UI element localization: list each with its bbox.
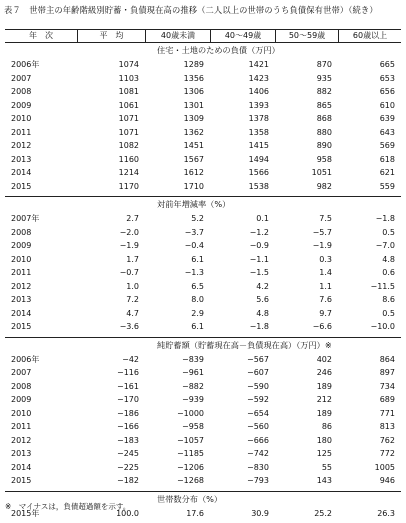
table-cell: −186: [117, 408, 139, 418]
table-row: [5, 226, 401, 240]
header-60-plus: 60歳以上: [338, 30, 401, 42]
table-cell: 868: [316, 114, 332, 123]
table-cell: 2009: [11, 395, 32, 404]
table-cell: −839: [182, 354, 204, 364]
table-cell: 100.0: [116, 508, 139, 518]
table-cell: 6.5: [191, 281, 204, 291]
section-title: 純貯蓄額（貯蓄現在高－負債現在高）（万円）※: [157, 339, 332, 350]
section-title: 住宅・土地のための負債（万円）: [157, 45, 280, 55]
table-row: [5, 112, 401, 126]
table-cell: 1423: [248, 73, 269, 83]
table-cell: 4.7: [126, 308, 139, 318]
table-cell: 2012: [11, 141, 32, 150]
table-cell: 2014: [11, 308, 32, 318]
table-cell: 17.6: [186, 508, 204, 518]
table-cell: 618: [379, 154, 395, 164]
table-cell: −3.7: [184, 227, 204, 237]
table-cell: 1309: [183, 114, 204, 123]
header-40-49: 40～49歳: [210, 30, 275, 42]
table-cell: −6.6: [312, 322, 332, 331]
table-cell: −592: [247, 395, 269, 404]
table-cell: 1170: [118, 181, 139, 191]
table-cell: 2.9: [191, 308, 204, 318]
table-cell: 2008: [11, 227, 32, 237]
table-cell: 2010: [11, 408, 32, 418]
table-row: [5, 320, 401, 334]
table-cell: 8.0: [191, 295, 204, 304]
table-cell: 1103: [118, 73, 139, 83]
table-cell: −1.9: [119, 241, 139, 250]
table-cell: 734: [379, 381, 395, 391]
table-row: [5, 139, 401, 153]
table-cell: 2011: [11, 268, 32, 277]
footnote: ※ マイナスは，負債超過額を示す。: [5, 502, 131, 511]
table-cell: −830: [247, 462, 269, 472]
table-cell: 559: [379, 181, 395, 191]
table-cell: 1061: [118, 100, 139, 110]
table-cell: −742: [247, 449, 269, 458]
table-cell: 0.5: [382, 308, 395, 318]
table-cell: 189: [316, 381, 332, 391]
table-row: [5, 153, 401, 167]
table-row: [5, 447, 401, 461]
table-cell: −1.5: [249, 268, 269, 277]
table-cell: 1567: [183, 154, 204, 164]
table-cell: 958: [316, 154, 332, 164]
table-cell: −958: [182, 422, 204, 431]
table-cell: −607: [247, 368, 269, 377]
table-row: [5, 85, 401, 99]
table-cell: −170: [117, 395, 139, 404]
table-cell: 1082: [118, 141, 139, 150]
table-cell: 813: [379, 422, 395, 431]
table-cell: 1538: [248, 181, 269, 191]
table-cell: −1.8: [249, 322, 269, 331]
table-cell: 1421: [248, 60, 269, 69]
table-cell: −1000: [176, 408, 204, 418]
table-cell: 2008: [11, 87, 32, 96]
table-cell: −10.0: [370, 322, 395, 331]
table-cell: 1566: [248, 168, 269, 177]
table-cell: 2009: [11, 241, 32, 250]
table-cell: 1.4: [319, 268, 332, 277]
table-row: [5, 434, 401, 448]
table-row: [5, 166, 401, 180]
table-cell: −1185: [176, 449, 204, 458]
table-cell: 1005: [374, 462, 395, 472]
table-cell: 2014: [11, 462, 32, 472]
table-cell: 2015年: [11, 508, 40, 518]
table-cell: 890: [316, 141, 332, 150]
table-row: [5, 393, 401, 407]
table-cell: −0.4: [184, 241, 204, 250]
table-cell: −939: [182, 395, 204, 404]
table-cell: 246: [316, 368, 332, 377]
table-cell: −1.3: [184, 268, 204, 277]
table-cell: 9.7: [319, 308, 332, 318]
table-cell: 2015: [11, 476, 32, 485]
table-cell: 0.6: [382, 268, 395, 277]
table-cell: 1612: [183, 168, 204, 177]
table-cell: 1051: [311, 168, 332, 177]
table-cell: 7.2: [126, 295, 139, 304]
table-cell: −1.1: [249, 254, 269, 264]
table-cell: 2013: [11, 295, 32, 304]
table-cell: −182: [117, 476, 139, 485]
table-cell: 2006年: [11, 60, 40, 69]
table-cell: 1356: [183, 73, 204, 83]
table-cell: 1289: [183, 60, 204, 69]
table-cell: 1378: [248, 114, 269, 123]
table-cell: 2013: [11, 154, 32, 164]
table-cell: −560: [247, 422, 269, 431]
table-section: [5, 43, 401, 196]
table-cell: 865: [316, 100, 332, 110]
table-row: [5, 366, 401, 380]
table-row: [5, 126, 401, 140]
table-row: [5, 407, 401, 421]
table-cell: 1710: [183, 181, 204, 191]
table-cell: 982: [316, 181, 332, 191]
table-cell: 212: [316, 395, 332, 404]
table-cell: 30.9: [251, 508, 269, 518]
table-cell: −161: [117, 381, 139, 391]
header-row: [5, 30, 401, 43]
table-cell: 86: [321, 422, 332, 431]
table-cell: 1406: [248, 87, 269, 96]
table-cell: 0.3: [319, 254, 332, 264]
header-50-59: 50～59歳: [275, 30, 338, 42]
table-cell: 143: [316, 476, 332, 485]
table-cell: −1.9: [312, 241, 332, 250]
table-cell: 2011: [11, 422, 32, 431]
table-cell: −1206: [176, 462, 204, 472]
table-row: [5, 461, 401, 475]
table-cell: 1074: [118, 60, 139, 69]
table-cell: 643: [379, 127, 395, 137]
table-row: [5, 253, 401, 267]
table-cell: 1451: [183, 141, 204, 150]
table-cell: −1268: [176, 476, 204, 485]
table-cell: 180: [316, 435, 332, 445]
table-cell: −1.8: [375, 214, 395, 223]
data-table: [5, 29, 401, 523]
table-cell: −116: [117, 368, 139, 377]
table-row: [5, 212, 401, 226]
table-cell: 653: [379, 73, 395, 83]
table-row: [5, 72, 401, 86]
table-cell: −2.0: [119, 227, 139, 237]
header-year: 年 次: [29, 31, 53, 40]
table-cell: −654: [247, 408, 269, 418]
table-row: [5, 293, 401, 307]
table-cell: 1.0: [126, 281, 139, 291]
table-cell: 55: [321, 462, 332, 472]
table-cell: −666: [247, 435, 269, 445]
table-cell: 621: [379, 168, 395, 177]
table-row: [5, 266, 401, 280]
table-cell: −11.5: [370, 281, 395, 291]
table-cell: 1358: [248, 127, 269, 137]
table-cell: 1160: [118, 154, 139, 164]
table-cell: 2.7: [126, 214, 139, 223]
table-cell: 2007: [11, 73, 32, 83]
table-cell: −0.7: [119, 268, 139, 277]
section-title: 対前年増減率（%）: [157, 199, 231, 209]
table-cell: 2015: [11, 181, 32, 191]
table-cell: 4.2: [256, 281, 269, 291]
table-cell: −3.6: [119, 322, 139, 331]
table-row: [5, 58, 401, 72]
table-cell: 189: [316, 408, 332, 418]
table-cell: 4.8: [256, 308, 269, 318]
table-cell: −183: [117, 435, 139, 445]
table-cell: 1071: [118, 127, 139, 137]
table-cell: 2007: [11, 368, 32, 377]
table-cell: 771: [379, 408, 395, 418]
table-row: [5, 307, 401, 321]
table-cell: 2007年: [11, 214, 40, 223]
table-cell: 6.1: [191, 254, 204, 264]
table-row: [5, 280, 401, 294]
table-body: [5, 43, 401, 523]
table-cell: 864: [379, 354, 395, 364]
table-cell: 5.6: [256, 295, 269, 304]
table-cell: −961: [182, 368, 204, 377]
table-cell: 26.3: [377, 508, 395, 518]
table-cell: 610: [379, 100, 395, 110]
table-row: [5, 353, 401, 367]
table-cell: 125: [316, 449, 332, 458]
table-cell: 665: [379, 60, 395, 69]
table-cell: 2012: [11, 435, 32, 445]
table-cell: 1393: [248, 100, 269, 110]
table-cell: −245: [117, 449, 139, 458]
table-cell: −225: [117, 462, 139, 472]
table-cell: 4.8: [382, 254, 395, 264]
table-section: [5, 337, 401, 491]
table-cell: 935: [316, 73, 332, 83]
table-cell: 7.6: [319, 295, 332, 304]
table-row: [5, 99, 401, 113]
table-cell: 639: [379, 114, 395, 123]
table-cell: 2010: [11, 254, 32, 264]
table-row: [5, 239, 401, 253]
table-cell: 870: [316, 60, 332, 69]
table-cell: 1081: [118, 87, 139, 96]
table-cell: 5.2: [191, 214, 204, 223]
table-cell: 1071: [118, 114, 139, 123]
table-cell: 8.6: [382, 295, 395, 304]
table-cell: 882: [316, 87, 332, 96]
table-cell: 6.1: [191, 322, 204, 331]
section-title: 世帯数分布（%）: [157, 493, 223, 504]
table-cell: 2008: [11, 381, 32, 391]
table-cell: 2009: [11, 100, 32, 110]
table-cell: 1.1: [319, 281, 332, 291]
table-title: 表７ 世帯主の年齢階級別貯蓄・負債現在高の推移（二人以上の世帯のうち負債保有世帯）（続き）: [4, 5, 378, 15]
table-cell: −1.2: [249, 227, 269, 237]
table-cell: 1415: [248, 141, 269, 150]
table-cell: 762: [379, 435, 395, 445]
table-cell: −567: [247, 354, 269, 364]
table-cell: −166: [117, 422, 139, 431]
table-cell: 2011: [11, 127, 32, 137]
header-average: 平 均: [77, 30, 145, 42]
table-cell: −590: [247, 381, 269, 391]
table-cell: 0.5: [382, 227, 395, 237]
table-cell: 2013: [11, 449, 32, 458]
table-cell: 2014: [11, 168, 32, 177]
table-cell: −882: [182, 381, 204, 391]
table-cell: 2015: [11, 322, 32, 331]
table-cell: 1.7: [126, 254, 139, 264]
table-cell: 0.1: [256, 214, 269, 223]
table-cell: 1494: [248, 154, 269, 164]
table-cell: 689: [379, 395, 395, 404]
table-cell: 897: [379, 368, 395, 377]
table-row: [5, 420, 401, 434]
table-cell: 402: [316, 354, 332, 364]
table-cell: −0.9: [249, 241, 269, 250]
table-cell: −5.7: [312, 227, 332, 237]
table-cell: 1306: [183, 87, 204, 96]
table-cell: 656: [379, 87, 395, 96]
table-cell: −42: [122, 354, 139, 364]
table-cell: 7.5: [319, 214, 332, 223]
table-cell: 2010: [11, 114, 32, 123]
table-cell: −793: [247, 476, 269, 485]
table-cell: 2006年: [11, 354, 40, 364]
table-section: [5, 196, 401, 337]
table-cell: 25.2: [314, 508, 332, 518]
table-cell: 569: [379, 141, 395, 150]
table-cell: 2012: [11, 281, 32, 291]
table-cell: 946: [379, 476, 395, 485]
header-under-40: 40歳未満: [145, 30, 210, 42]
table-cell: 880: [316, 127, 332, 137]
table-cell: −1057: [176, 435, 204, 445]
table-row: [5, 380, 401, 394]
table-cell: 772: [379, 449, 395, 458]
table-row: [5, 180, 401, 194]
table-cell: 1214: [118, 168, 139, 177]
table-cell: 1301: [183, 100, 204, 110]
table-cell: 1362: [183, 127, 204, 137]
table-row: [5, 474, 401, 488]
table-cell: −7.0: [375, 241, 395, 250]
